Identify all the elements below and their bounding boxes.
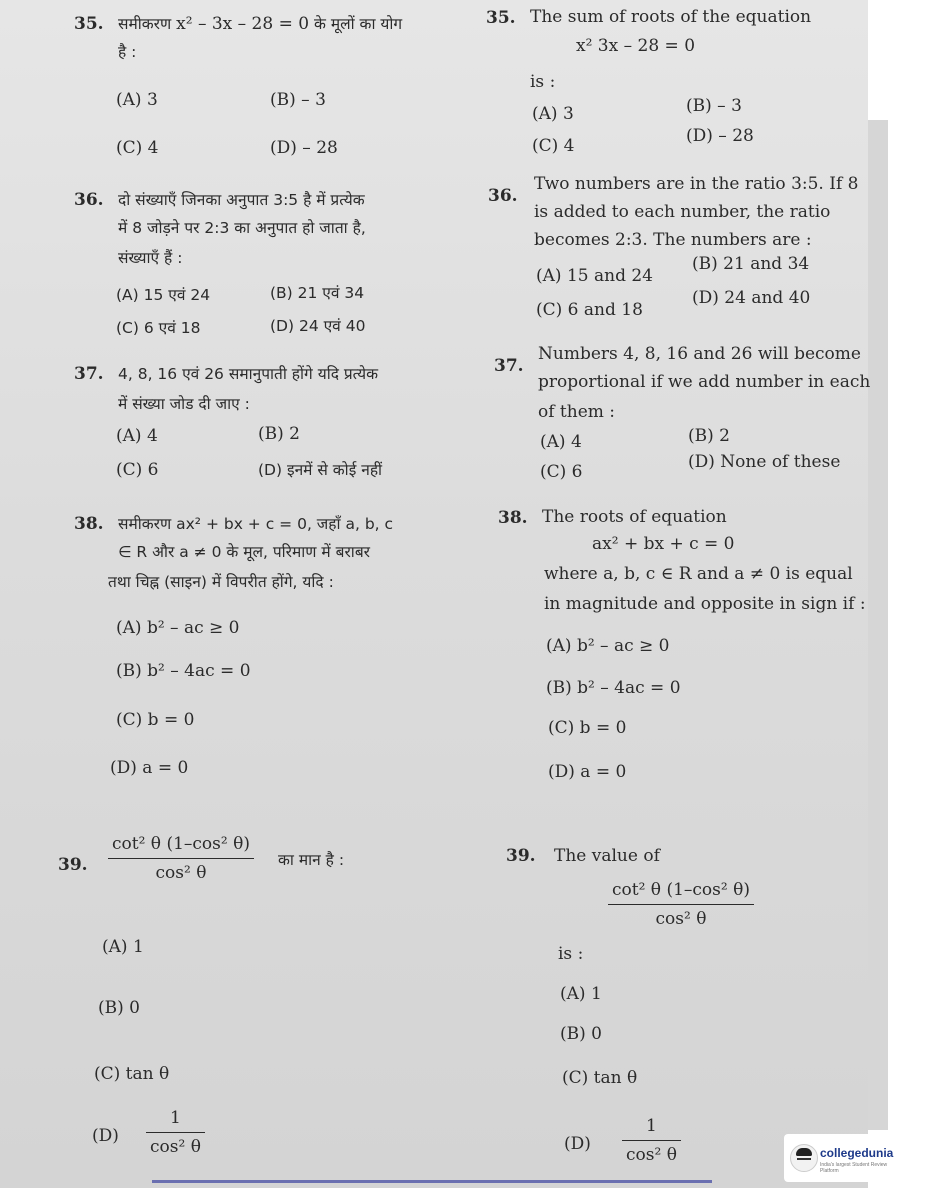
question-text-line: The roots of equation (542, 507, 727, 527)
option-b: (B) 0 (560, 1024, 602, 1044)
equation: ax² + bx + c = 0 (592, 534, 735, 554)
footer-rule (152, 1180, 712, 1183)
question-text-line: proportional if we add number in each (538, 372, 871, 392)
option-d (146, 1104, 205, 1161)
question-number: 39. (506, 846, 536, 866)
option-d-label: (D) (92, 1126, 119, 1146)
option-b: (B) b² – 4ac = 0 (546, 678, 681, 698)
option-c: (C) tan θ (562, 1068, 638, 1088)
question-text-line: समीकरण ax² + bx + c = 0, जहाँ a, b, c (118, 515, 394, 533)
question-text-line: में संख्या जोड दी जाए : (118, 395, 250, 413)
question-number: 37. (494, 356, 524, 376)
question-text-line: becomes 2:3. The numbers are : (534, 230, 812, 250)
option-a: (A) 15 एवं 24 (116, 286, 211, 304)
option-a: (A) 4 (116, 426, 158, 446)
option-d: (D) इनमें से कोई नहीं (258, 461, 383, 479)
option-b: (B) 21 एवं 34 (270, 284, 365, 302)
option-c: (C) 6 and 18 (536, 300, 643, 320)
option-a: (A) 15 and 24 (536, 266, 653, 286)
option-c: (C) 4 (116, 138, 159, 158)
fraction: $\frac{\text{cot² θ (1–cos² θ)}}{\text{cos² θ}}$ (108, 830, 254, 887)
question-text-line: दो संख्याएँ जिनका अनुपात 3:5 है में प्रत्येक (118, 191, 365, 209)
option-b: (B) b² – 4ac = 0 (116, 661, 251, 681)
option-a: (A) 1 (102, 937, 144, 957)
question-text-line: is : (530, 72, 556, 92)
question-text-line: Two numbers are in the ratio 3:5. If 8 (534, 174, 859, 194)
collegedunia-logo[interactable] (784, 1134, 896, 1182)
question-fraction (608, 876, 754, 933)
option-a: (A) 1 (560, 984, 602, 1004)
question-text-line: is added to each number, the ratio (534, 202, 831, 222)
question-number: 37. (74, 364, 104, 384)
option-b: (B) – 3 (270, 90, 326, 110)
option-d: (D) None of these (688, 452, 841, 472)
option-c: (C) b = 0 (548, 718, 627, 738)
question-text-line: 4, 8, 16 एवं 26 समानुपाती होंगे यदि प्रत्येक (118, 365, 379, 383)
question-text-line: तथा चिह्न (साइन) में विपरीत होंगे, यदि : (108, 573, 334, 591)
question-number: 35. (486, 8, 516, 28)
question-text-line: The value of (554, 846, 660, 866)
option-b: (B) 21 and 34 (692, 254, 810, 274)
question-text-line: का मान है : (278, 851, 345, 869)
option-d: (D) 24 एवं 40 (270, 317, 366, 335)
fraction: $\frac{\text{cot² θ (1–cos² θ)}}{\text{cos² θ}}$ (608, 876, 754, 933)
question-text-line: में 8 जोड़ने पर 2:3 का अनुपात हो जाता है, (118, 219, 366, 237)
question-text-line: Numbers 4, 8, 16 and 26 will become (538, 344, 861, 364)
option-a: (A) 3 (532, 104, 574, 124)
option-d (622, 1112, 681, 1169)
question-number: 39. (58, 855, 88, 875)
question-text-line: in magnitude and opposite in sign if : (544, 594, 866, 614)
question-text: समीकरण x² – 3x – 28 = 0 के मूलों का योग (118, 14, 403, 34)
fraction: $\frac{1}{\text{cos² θ}}$ (146, 1104, 205, 1161)
option-c: (C) 6 एवं 18 (116, 319, 201, 337)
option-b: (B) 2 (688, 426, 730, 446)
question-text-line: of them : (538, 402, 616, 422)
option-c: (C) tan θ (94, 1064, 170, 1084)
fraction: $\frac{1}{\text{cos² θ}}$ (622, 1112, 681, 1169)
question-number: 38. (498, 508, 528, 528)
option-d: (D) a = 0 (110, 758, 189, 778)
question-text-line: संख्याएँ हैं : (118, 249, 183, 267)
option-c: (C) b = 0 (116, 710, 195, 730)
question-number: 38. (74, 514, 104, 534)
question-text-line: है : (118, 43, 137, 61)
option-d: (D) a = 0 (548, 762, 627, 782)
student-avatar-icon (790, 1144, 818, 1172)
page-edge (868, 120, 888, 1130)
option-d-label: (D) (564, 1134, 591, 1154)
question-fraction (108, 830, 254, 887)
option-d: (D) – 28 (686, 126, 754, 146)
logo-name: collegedunia (820, 1146, 894, 1160)
option-b: (B) – 3 (686, 96, 742, 116)
question-number: 36. (488, 186, 518, 206)
question-text-line: The sum of roots of the equation (530, 7, 812, 27)
question-number: 35. (74, 14, 104, 34)
option-a: (A) b² – ac ≥ 0 (546, 636, 670, 656)
option-b: (B) 2 (258, 424, 300, 444)
option-b: (B) 0 (98, 998, 140, 1018)
question-number: 36. (74, 190, 104, 210)
logo-tagline: India's largest Student Review Platform (820, 1162, 888, 1174)
option-d: (D) 24 and 40 (692, 288, 811, 308)
equation: x² 3x – 28 = 0 (576, 36, 696, 56)
option-a: (A) 4 (540, 432, 582, 452)
option-a: (A) 3 (116, 90, 158, 110)
option-d: (D) – 28 (270, 138, 338, 158)
option-c: (C) 6 (540, 462, 583, 482)
option-c: (C) 4 (532, 136, 575, 156)
question-text-line: is : (558, 944, 584, 964)
option-a: (A) b² – ac ≥ 0 (116, 618, 240, 638)
option-c: (C) 6 (116, 460, 159, 480)
question-text-line: where a, b, c ∈ R and a ≠ 0 is equal (544, 564, 853, 584)
question-text-line: ∈ R और a ≠ 0 के मूल, परिमाण में बराबर (118, 543, 371, 561)
